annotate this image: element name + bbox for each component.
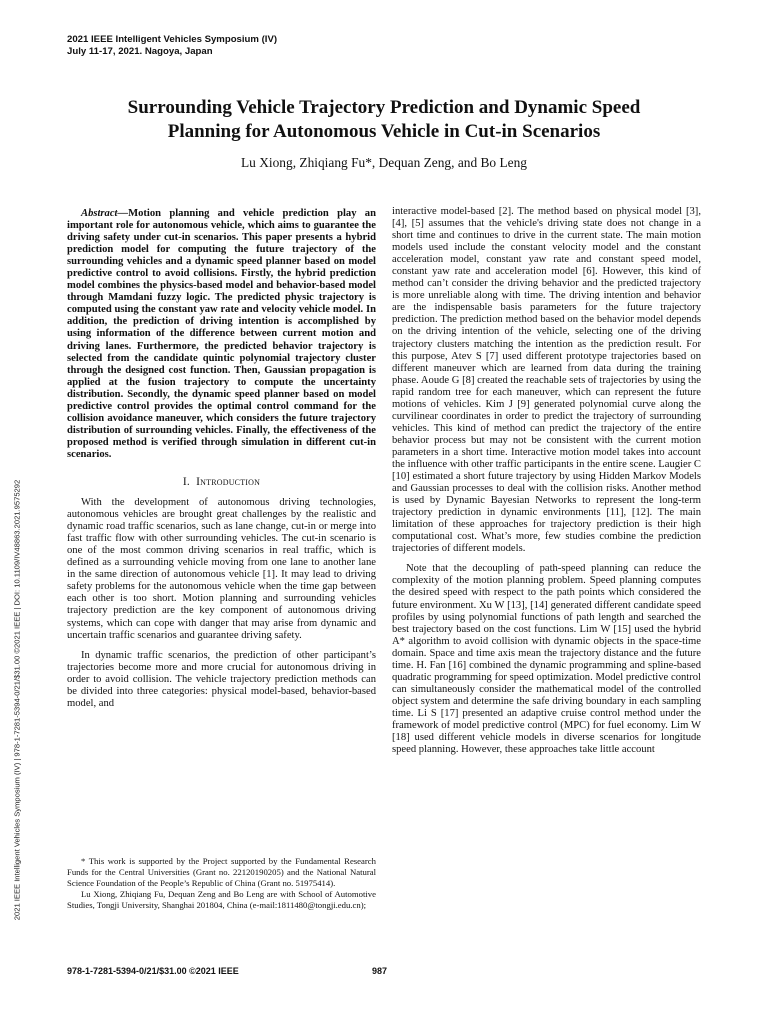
right-column xyxy=(392,206,701,756)
section-title: Introduction xyxy=(196,475,261,488)
footer-isbn: 978-1-7281-5394-0/21/$31.00 ©2021 IEEE xyxy=(67,966,239,976)
doi-side-text: 2021 IEEE Intelligent Vehicles Symposium (IV) | 978-1-7281-5394-0/21/$31.00 ©2021 IEEE | DOI: 10.1109/IV48863.2021.9575292 xyxy=(12,479,22,921)
section-number: I. xyxy=(182,475,190,488)
conference-header xyxy=(67,34,277,58)
affiliation-footnote: Lu Xiong, Zhiqiang Fu, Dequan Zeng and Bo Leng are with School of Automotive Studies, Tongji University, Shanghai 201804, China (e-mail:1811480@tongji.edu.cn); xyxy=(67,889,376,910)
right-paragraph-2: Note that the decoupling of path-speed planning can reduce the complexity of the motion planning problem. Speed planning computes the desired speed with respect to the path points which considered the future environment. Xu W [13], [14] generated different candidate speed profiles by using polynomial functions of path length and searched the best trajectory based on the cost functions. Lim W [15] used the hybrid A* algorithm to avoid collision with dynamic objects in the space-time domain. Space and time axis mean the trajectory distance and the future time. H. Fan [16] combined the dynamic programming and spline-based quadratic programming for speed optimization. Model predictive control can simultaneously consider the mathematical model of the controlled object system and determine the safe driving boundary in each sampling time. Li S [17] presented an adaptive cruise control method under the framework of model predictive control (MPC) for fuel economy. Lim W [18] used different vehicle models in diverse scenarios for longitude speed planning. However, these approaches take little account xyxy=(392,563,701,756)
conference-date-location: July 11-17, 2021. Nagoya, Japan xyxy=(67,46,213,57)
title-line-2: Planning for Autonomous Vehicle in Cut-in Scenarios xyxy=(167,121,601,142)
right-paragraph-1: interactive model-based [2]. The method based on physical model [3], [4], [5] assumes that the vehicle's driving state does not change in a short time and continues to drive in the current state. The main motion models used include the constant velocity model and the constant acceleration model, constant yaw rate and constant speed model, constant yaw rate and acceleration model [6]. However, this kind of method can’t consider the driving behavior and the predicted trajectory is more unreliable along with time. The driving intention and behavior are the indispensable basis parameters for the future trajectory prediction. The prediction method based on the behavior model depends on the driving intention of the vehicle, selecting one of the driving trajectory clusters matching the intention as the prediction result. For this purpose, Atev S [7] used different prototype trajectories based on different maneuver which are learned from data during the training phase. Aoude G [8] created the reachable sets of trajectories by using the rapid random tree for each maneuver, which can represent the future motions of vehicles. Kim J [9] generated polynomial curve along the curvilinear coordinates in order to predict the trajectory of surrounding vehicles. This kind of method can predict the trajectory of the entire behavior process but may not be consistent with the current motion parameters in a short time. Interactive motion model takes into account the influence with other traffic participants in the entire scene. Laugier C [10] estimated a short future trajectory by using Hidden Markov Models and Gaussian processes to deal with the collision risks. Another method is used by Dynamic Bayesian Networks to represent the long-term trajectory prediction in dynamic environments [11], [12]. The main limitation of these approaches for trajectory prediction is their high computational cost. What’s more, few studies combine the prediction trajectories of different models. xyxy=(392,206,701,555)
section-heading-introduction xyxy=(67,476,376,488)
left-column xyxy=(67,208,376,710)
funding-footnote: * This work is supported by the Project supported by the Fundamental Research Funds for the Central Universities (Grant no. 22120190205) and the National Natural Science Foundation of the People’s Republic of China (Grant no. 51975414). xyxy=(67,856,376,888)
page-number: 987 xyxy=(372,966,388,976)
title-line-1: Surrounding Vehicle Trajectory Prediction and Dynamic Speed xyxy=(127,97,641,118)
abstract-label: Abstract— xyxy=(81,208,129,219)
paper-title xyxy=(60,96,708,144)
abstract-text: Motion planning and vehicle prediction play an important role for autonomous vehicle, which aims to guarantee the driving safety under cut-in scenarios. This paper presents a hybrid prediction model for computing the future trajectory of the surrounding vehicles and a dynamic speed planner based on model predictive control to avoid collisions. Firstly, the hybrid prediction model combines the physics-based model and behavior-based model through Mamdani fuzzy logic. The predicted physic trajectory is computed using the constant yaw rate and velocity vehicle model. In addition, the prediction of driving intention is accomplished by using information of the difference between current motion and driving lanes. Furthermore, the predicted behavior trajectory is selected from the candidate quintic polynomial trajectory cluster through the designed cost function. Then, Gaussian propagation is applied at the fusion trajectory to compute the uncertainty distribution. Secondly, the dynamic speed planner based on model predictive control provides the optimal control command for the collision avoidance maneuver, which considers the future trajectory distribution of surrounding vehicles. Finally, the effectiveness of the proposed method is verified through simulation in different cut-in scenarios. xyxy=(67,208,376,460)
footnote xyxy=(67,856,376,911)
intro-paragraph-2: In dynamic traffic scenarios, the prediction of other participant’s trajectories become more and more crucial for autonomous driving in order to avoid collision. The vehicle trajectory prediction methods can be divided into three categories: physical model-based, behavior-based model, and xyxy=(67,649,376,709)
abstract xyxy=(67,208,376,461)
side-identifier-strip xyxy=(11,400,23,1000)
author-list: Lu Xiong, Zhiqiang Fu*, Dequan Zeng, and Bo Leng xyxy=(241,155,527,170)
intro-paragraph-1: With the development of autonomous driving technologies, autonomous vehicles are brought great challenges by the realistic and dynamic road traffic scenarios, such as lane change, cut-in or merge into fast traffic flow with other surrounding vehicles. The cut-in scenario is one of the most common driving scenarios in real traffic, which is defined as a surrounding vehicle moving from one lane to another lane in the same direction of autonomous vehicle [1]. It may lead to driving safety problems for the autonomous vehicle when the time gap between each other is too short. Motion planning and surrounding vehicles trajectory prediction are the key component of autonomous driving systems, which can cope with danger that may arise from dynamic and uncertain traffic scenarios and guarantee driving safety. xyxy=(67,497,376,641)
conference-name: 2021 IEEE Intelligent Vehicles Symposium (IV) xyxy=(67,34,278,45)
